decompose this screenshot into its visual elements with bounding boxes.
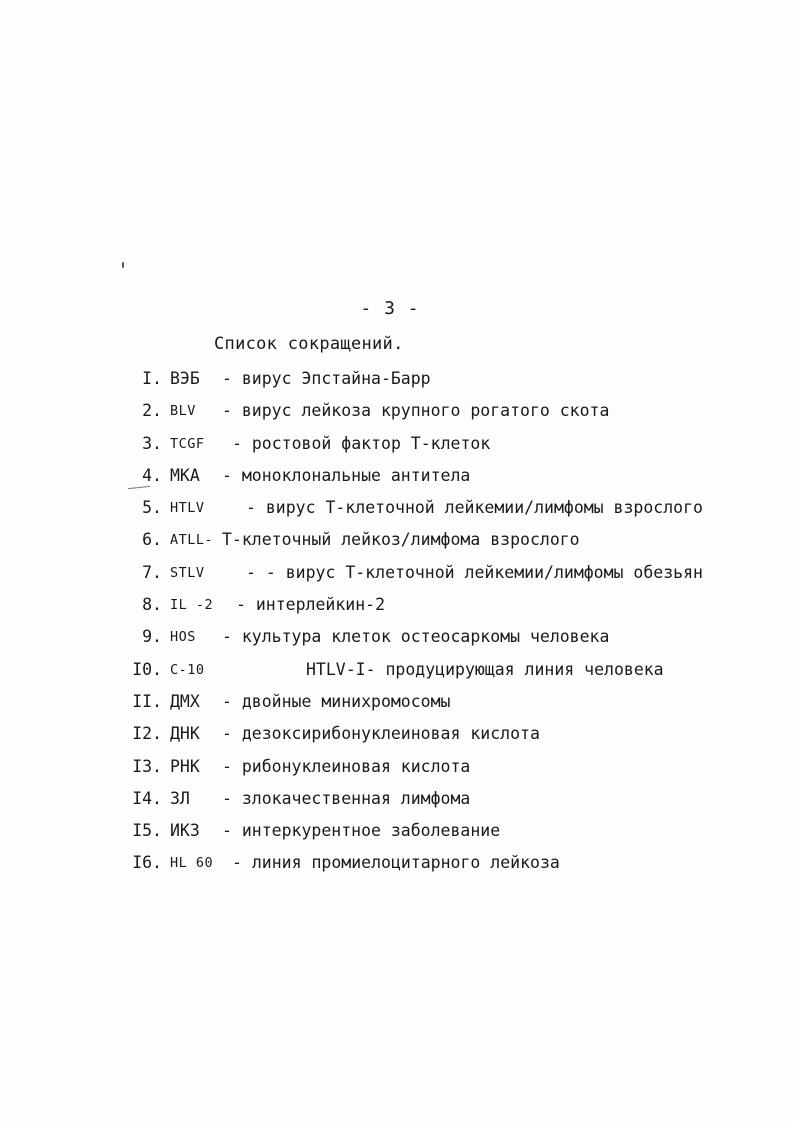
- abbreviation-definition: - интерлейкин-2: [236, 595, 386, 615]
- list-item: [0, 753, 793, 785]
- abbreviation-definition: - линия промиелоцитарного лейкоза: [232, 853, 560, 873]
- abbreviation-term: IL -2: [170, 597, 214, 614]
- item-number: 5.: [142, 498, 162, 518]
- abbreviation-definition: - ростовой фактор Т-клеток: [232, 433, 491, 453]
- list-item: [0, 430, 793, 462]
- item-number: 7.: [142, 562, 162, 582]
- abbreviation-term: TCGF: [170, 435, 205, 452]
- abbreviation-term: ДМХ: [170, 691, 200, 711]
- abbreviation-definition: - вирус Эпстайна-Барр: [222, 369, 431, 388]
- item-number: II.: [132, 691, 162, 711]
- abbreviation-term: ДНК: [170, 724, 200, 744]
- abbreviation-definition: - рибонуклеиновая кислота: [222, 756, 471, 776]
- item-number: 9.: [142, 627, 162, 647]
- abbreviation-definition: - - вирус Т-клеточной лейкемии/лимфомы обезьян: [246, 562, 703, 582]
- list-item: [0, 720, 793, 752]
- page-number: - 3 -: [360, 298, 420, 319]
- item-number: I2.: [132, 724, 162, 744]
- abbreviation-term: HTLV: [170, 500, 205, 517]
- list-item: [0, 365, 793, 397]
- abbreviation-term: HOS: [170, 629, 196, 646]
- item-number: 4.: [142, 465, 162, 485]
- abbreviation-term: МКА: [170, 465, 200, 485]
- list-item: [0, 817, 793, 849]
- page-title: Список сокращений.: [214, 334, 404, 354]
- list-item: [0, 559, 793, 591]
- abbreviation-definition: - интеркурентное заболевание: [222, 821, 501, 841]
- item-number: I0.: [132, 659, 162, 679]
- abbreviation-definition: - злокачественная лимфома: [222, 788, 471, 808]
- list-item: [0, 591, 793, 623]
- list-item: [0, 526, 793, 558]
- abbreviation-term: РНК: [170, 756, 200, 776]
- item-number: I5.: [132, 821, 162, 841]
- item-number: 8.: [142, 595, 162, 615]
- list-item: [0, 623, 793, 655]
- list-item: [0, 849, 793, 881]
- margin-mark: [122, 262, 124, 268]
- abbreviation-term: ЗЛ: [170, 788, 190, 808]
- abbreviation-definition: - вирус Т-клеточной лейкемии/лимфомы взрослого: [246, 498, 703, 518]
- abbreviation-term: C-10: [170, 661, 205, 678]
- abbreviation-term: STLV: [170, 564, 205, 581]
- abbreviation-definition: - моноклональные антитела: [222, 465, 471, 485]
- list-item: [0, 494, 793, 526]
- abbreviation-definition: - двойные минихромосомы: [222, 691, 451, 711]
- abbreviation-definition: Т-клеточный лейкоз/лимфома взрослого: [222, 530, 580, 550]
- abbreviation-term: ИКЗ: [170, 821, 200, 841]
- list-item: [0, 656, 793, 688]
- abbreviation-definition: - дезоксирибонуклеиновая кислота: [222, 724, 540, 744]
- item-number: 6.: [142, 530, 162, 550]
- abbreviation-definition: - вирус лейкоза крупного рогатого скота: [222, 401, 610, 421]
- list-item: [0, 397, 793, 429]
- item-number: 3.: [142, 433, 162, 453]
- item-number: 2.: [142, 401, 162, 421]
- item-number: I.: [142, 369, 162, 388]
- abbreviation-definition: - культура клеток остеосаркомы человека: [222, 627, 610, 647]
- abbreviation-list: [0, 365, 793, 882]
- abbreviation-term: BLV: [170, 403, 196, 420]
- item-number: I4.: [132, 788, 162, 808]
- abbreviation-definition: HTLV-I- продуцирующая линия человека: [306, 659, 664, 679]
- abbreviation-term: ВЭБ: [170, 369, 200, 388]
- item-number: I6.: [132, 853, 162, 873]
- abbreviation-term: ATLL-: [170, 532, 214, 549]
- list-item: [0, 688, 793, 720]
- list-item: [0, 462, 793, 494]
- item-number: I3.: [132, 756, 162, 776]
- abbreviation-term: HL 60: [170, 855, 214, 872]
- list-item: [0, 785, 793, 817]
